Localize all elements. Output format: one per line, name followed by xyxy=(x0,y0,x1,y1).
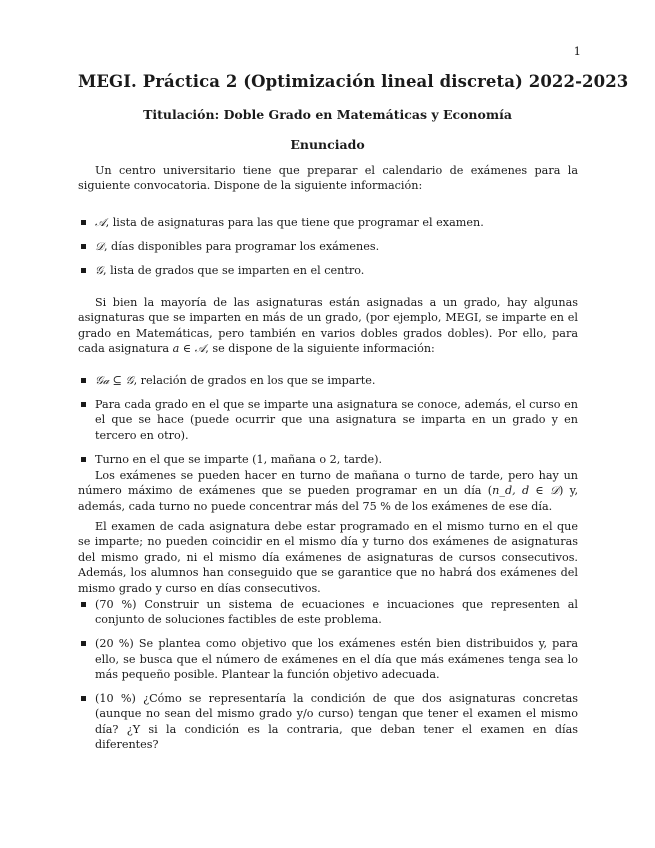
list-item-text: , relación de grados en los que se imparte. xyxy=(133,374,376,387)
intro-text: Un centro universitario tiene que preparar el calendario de exámenes para la siguiente convocatoria. Dispone de la siguiente información: xyxy=(78,164,578,193)
list-item-text: , lista de asignaturas para las que tiene que programar el examen. xyxy=(105,216,484,229)
list-item-text: Turno en el que se imparte (1, mañana o 2, tarde). xyxy=(95,452,383,466)
section-heading: Enunciado xyxy=(290,137,365,152)
exams-text xyxy=(78,468,578,514)
task-weight: (10 %) xyxy=(95,692,136,706)
list-item xyxy=(78,239,578,254)
exams-text-part2: ) y, además, cada turno no puede concentrar más del 75 % de los exámenes de ese día. xyxy=(78,484,578,513)
list-item-text: Para cada grado en el que se imparte una asignatura se conoce, además, el curso en el que se hace (puede ocurrir que una asignatura se imparta en un grado y en tercero en otro). xyxy=(95,397,578,442)
bullet-icon xyxy=(81,457,86,462)
task-weight: (20 %) xyxy=(95,637,134,651)
task-text: ¿Cómo se representaría la condición de que dos asignaturas concretas (aunque no sean del mismo grado y/o curso) tengan que tener el examen el mismo día? ¿Y si la condición es la contraria, que deban tener el examen en días diferentes? xyxy=(95,692,578,752)
tasks-list xyxy=(78,597,578,753)
list-item xyxy=(78,215,578,230)
subjects-text xyxy=(78,295,578,357)
document-subtitle: Titulación: Doble Grado en Matemáticas y Economía xyxy=(143,107,512,122)
constraints-text: El examen de cada asignatura debe estar programado en el mismo turno en el que se imparte; no pueden coincidir en el mismo día y turno dos exámenes de asignaturas del mismo grado, ni el mismo día exámenes de asignaturas de cursos consecutivos. Además, los alumnos han conseguido que se garantice que no habrá dos exámenes del mismo grado y curso en días consecutivos. xyxy=(78,520,578,595)
constraints-paragraph xyxy=(78,519,578,596)
set-symbol: 𝒜 xyxy=(95,216,106,229)
page-number: 1 xyxy=(573,44,581,58)
intro-paragraph xyxy=(78,163,578,194)
list-item-text: , días disponibles para programar los exámenes. xyxy=(103,239,380,253)
subject-info-list xyxy=(78,373,578,467)
math-expression: 𝒢𝒶 ⊆ 𝒢 xyxy=(95,374,134,387)
list-item-text: , lista de grados que se imparten en el centro. xyxy=(102,263,365,277)
task-weight: (70 %) xyxy=(95,598,137,611)
exams-text-part1: Los exámenes se pueden hacer en turno de mañana o turno de tarde, pero hay un número máximo de exámenes que se pueden programar en un día ( xyxy=(78,469,578,498)
task-item xyxy=(78,597,578,628)
list-item xyxy=(78,397,578,443)
bullet-icon xyxy=(81,220,86,225)
bullet-icon xyxy=(81,244,86,249)
set-symbol: 𝒟 xyxy=(95,239,104,253)
subjects-text-part1: Si bien la mayoría de las asignaturas están asignadas a un grado, hay algunas asignaturas que se imparten en más de un grado, (por ejemplo, MEGI, se imparte en el grado en Matemáticas, pero también en varios dobles grados dobles). Por ello, para cada asignatura xyxy=(78,296,578,356)
info-list xyxy=(78,215,578,278)
task-item xyxy=(78,691,578,753)
subjects-paragraph xyxy=(78,295,578,357)
list-item xyxy=(78,452,578,467)
bullet-icon xyxy=(81,378,86,383)
exams-paragraph xyxy=(78,468,578,514)
set-symbol: 𝒢 xyxy=(95,263,103,277)
bullet-icon xyxy=(81,402,86,407)
exams-math: n_d, d ∈ 𝒟 xyxy=(492,484,559,498)
document-title: MEGI. Práctica 2 (Optimización lineal discreta) 2022-2023 xyxy=(78,72,629,91)
bullet-icon xyxy=(81,268,86,273)
subjects-text-part2: , se dispone de la siguiente información: xyxy=(205,342,435,356)
subjects-math: a ∈ 𝒜 xyxy=(172,342,206,356)
task-text: Construir un sistema de ecuaciones e incuaciones que representen al conjunto de soluciones factibles de este problema. xyxy=(95,598,579,627)
task-text: Se plantea como objetivo que los exámenes estén bien distribuidos y, para ello, se busca que el número de exámenes en el día que más exámenes tenga sea lo más pequeño posible. Plantear la función objetivo adecuada. xyxy=(95,637,579,682)
list-item xyxy=(78,263,578,278)
task-item xyxy=(78,636,578,682)
bullet-icon xyxy=(81,641,86,646)
bullet-icon xyxy=(81,602,86,607)
bullet-icon xyxy=(81,696,86,701)
list-item xyxy=(78,373,578,388)
